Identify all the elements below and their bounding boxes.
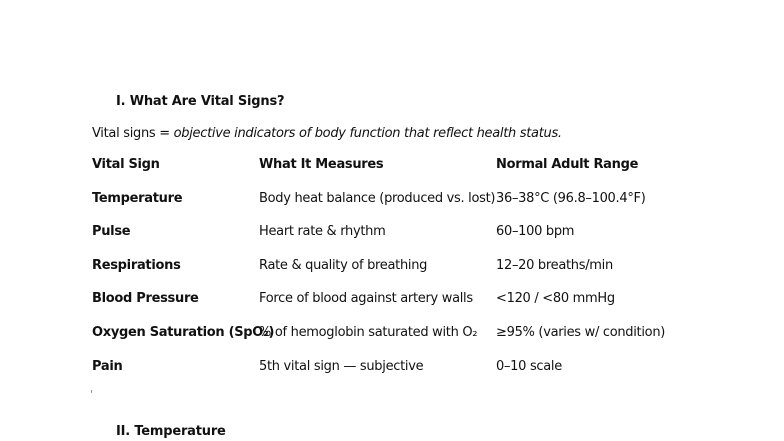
table-row	[92, 359, 712, 393]
vital-signs-table	[92, 157, 712, 392]
table-row	[92, 325, 712, 359]
section-heading-vital-signs: I. What Are Vital Signs?	[116, 94, 285, 109]
vital-sign-measures: Rate & quality of breathing	[259, 257, 428, 273]
table-row	[92, 191, 712, 225]
vital-sign-measures: Heart rate & rhythm	[259, 224, 386, 240]
intro-definition: objective indicators of body function that reflect health status.	[173, 126, 562, 141]
table-header-row	[92, 157, 712, 191]
vital-sign-name: Oxygen Saturation (SpO₂)	[92, 324, 275, 340]
vital-sign-range: <120 / <80 mmHg	[496, 291, 615, 307]
text-cursor-mark	[91, 390, 92, 393]
vital-sign-range: 60–100 bpm	[496, 224, 575, 240]
intro-prefix: Vital signs =	[92, 126, 174, 141]
vital-sign-name: Temperature	[92, 190, 183, 206]
header-normal-range: Normal Adult Range	[496, 157, 639, 172]
intro-paragraph	[92, 126, 562, 141]
vital-sign-name: Respirations	[92, 257, 181, 273]
vital-sign-name: Blood Pressure	[92, 291, 199, 307]
table-row	[92, 258, 712, 292]
vital-sign-measures: Body heat balance (produced vs. lost)	[259, 190, 496, 206]
header-vital-sign: Vital Sign	[92, 157, 160, 172]
header-what-it-measures: What It Measures	[259, 157, 384, 172]
vital-sign-name: Pulse	[92, 224, 131, 240]
vital-sign-range: ≥95% (varies w/ condition)	[496, 324, 666, 340]
vital-sign-measures: % of hemoglobin saturated with O₂	[259, 324, 478, 340]
vital-sign-name: Pain	[92, 358, 123, 374]
vital-sign-range: 12–20 breaths/min	[496, 257, 613, 273]
vital-sign-measures: 5th vital sign — subjective	[259, 358, 424, 374]
vital-sign-range: 36–38°C (96.8–100.4°F)	[496, 190, 646, 206]
vital-sign-range: 0–10 scale	[496, 358, 562, 374]
vital-sign-measures: Force of blood against artery walls	[259, 291, 473, 307]
section-heading-temperature: II. Temperature	[116, 424, 226, 439]
table-row	[92, 291, 712, 325]
table-row	[92, 224, 712, 258]
